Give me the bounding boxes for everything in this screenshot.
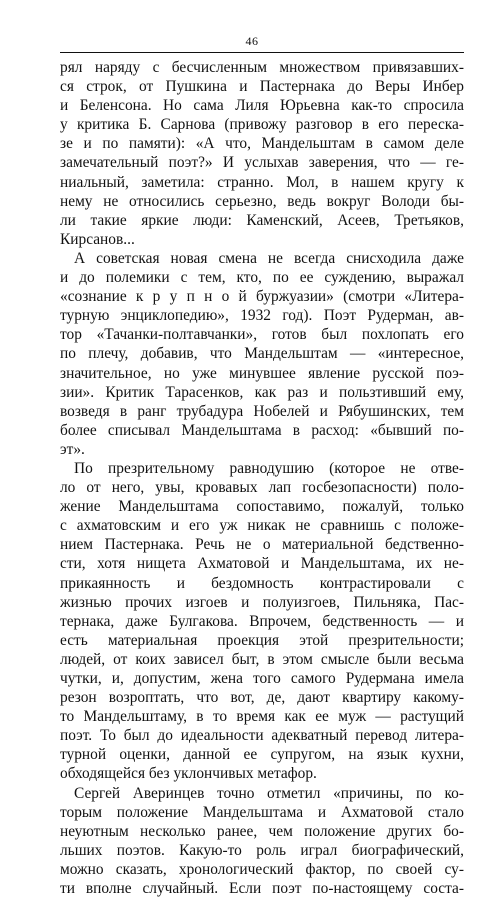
text-line: людей, от коих зависел быт, в этом смысле были весьма bbox=[60, 650, 464, 668]
text-line: более списывал Мандельштама в расход: «бывший по- bbox=[60, 421, 464, 439]
text-line: то Мандельштаму, в то время как ее муж — растущий bbox=[60, 708, 464, 726]
text-line: можно сказать, хронологический фактор, по своей су- bbox=[60, 860, 464, 878]
text-line: зии». Критик Тарасенков, как раз и пользтивший ему, bbox=[60, 383, 464, 401]
text-line: значительное, но уже минувшее явление русской поэ- bbox=[60, 364, 464, 382]
text-line: «сознание к р у п н о й буржуазии» (смотри «Литера- bbox=[60, 288, 464, 306]
text-line: ли такие яркие люди: Каменский, Асеев, Третьяков, bbox=[60, 211, 464, 229]
text-line: резон возроптать, что вот, де, дают квартиру какому- bbox=[60, 689, 464, 707]
text-line: ти вполне случайный. Если поэт по-настоящему соста- bbox=[60, 880, 464, 898]
text-line: тернака, даже Булгакова. Впрочем, бедственность — и bbox=[60, 612, 464, 630]
text-line: и Беленсона. Но сама Лиля Юрьевна как-то спросила bbox=[60, 97, 464, 115]
text-line: эт». bbox=[60, 440, 85, 458]
text-line: неуютным несколько ранее, чем положение других бо- bbox=[60, 822, 464, 840]
text-line: тор «Тачанки-полтавчанки», готов был похлопать его bbox=[60, 326, 464, 344]
text-line: Сергей Аверинцев точно отметил «причины, по ко- bbox=[74, 784, 464, 802]
text-line: замечательный поэт?» И услыхав заверения, что — ге- bbox=[60, 154, 464, 172]
text-line: жение Мандельштама сопоставимо, пожалуй, только bbox=[60, 498, 464, 516]
header-rule bbox=[60, 52, 464, 53]
body-text bbox=[60, 58, 464, 898]
text-line: поэт. То был до идеальности адекватный перевод литера- bbox=[60, 727, 464, 745]
text-line: ся строк, от Пушкина и Пастернака до Веры Инбер bbox=[60, 78, 464, 96]
text-line: льших поэтов. Какую-то роль играл биографический, bbox=[60, 841, 464, 859]
text-line: жизнью прочих изгоев и полуизгоев, Пильняка, Пас- bbox=[60, 593, 464, 611]
text-line: А советская новая смена не всегда снисходила даже bbox=[74, 249, 464, 267]
text-line: прикаянность и бездомность контрастировали с bbox=[60, 574, 464, 592]
text-line: возведя в ранг трубадура Нобелей и Рябушинских, тем bbox=[60, 402, 464, 420]
text-line: с ахматовским и его уж никак не сравнишь с положе- bbox=[60, 517, 464, 535]
text-line: и до полемики с тем, кто, по ее суждению, выражал bbox=[60, 269, 464, 287]
text-line: турной оценки, данной ее супругом, на язык кухни, bbox=[60, 746, 464, 764]
text-line: есть материальная проекция этой презрительности; bbox=[60, 631, 464, 649]
text-line: по плечу, добавив, что Мандельштам — «интересное, bbox=[60, 345, 464, 363]
text-line: нему не относились серьезно, ведь вокруг Володи бы- bbox=[60, 192, 464, 210]
text-line: зе и по памяти): «А что, Мандельштам в самом деле bbox=[60, 135, 464, 153]
text-line: Кирсанов... bbox=[60, 230, 135, 248]
text-line: ло от него, увы, кровавых лап госбезопасности) поло- bbox=[60, 479, 464, 497]
text-line: ниальный, заметила: странно. Мол, в нашем кругу к bbox=[60, 173, 464, 191]
page-number: 46 bbox=[245, 34, 259, 48]
text-line: По презрительному равнодушию (которое не отве- bbox=[74, 459, 464, 477]
text-line: обходящейся без уклончивых метафор. bbox=[60, 765, 317, 783]
text-line: сти, хотя нищета Ахматовой и Мандельштама, их не- bbox=[60, 555, 464, 573]
text-line: у критика Б. Сарнова (привожу разговор в его переска- bbox=[60, 116, 464, 134]
text-line: рял наряду с бесчисленным множеством привязавших- bbox=[60, 59, 464, 76]
text-line: чутки, и, допустим, жена того самого Рудермана имела bbox=[60, 670, 464, 687]
text-line: турную энциклопедию», 1932 год). Поэт Рудерман, ав- bbox=[60, 307, 464, 325]
text-line: торым положение Мандельштама и Ахматовой стало bbox=[60, 803, 464, 821]
text-line: нием Пастернака. Речь не о материальной бедственно- bbox=[60, 536, 464, 554]
